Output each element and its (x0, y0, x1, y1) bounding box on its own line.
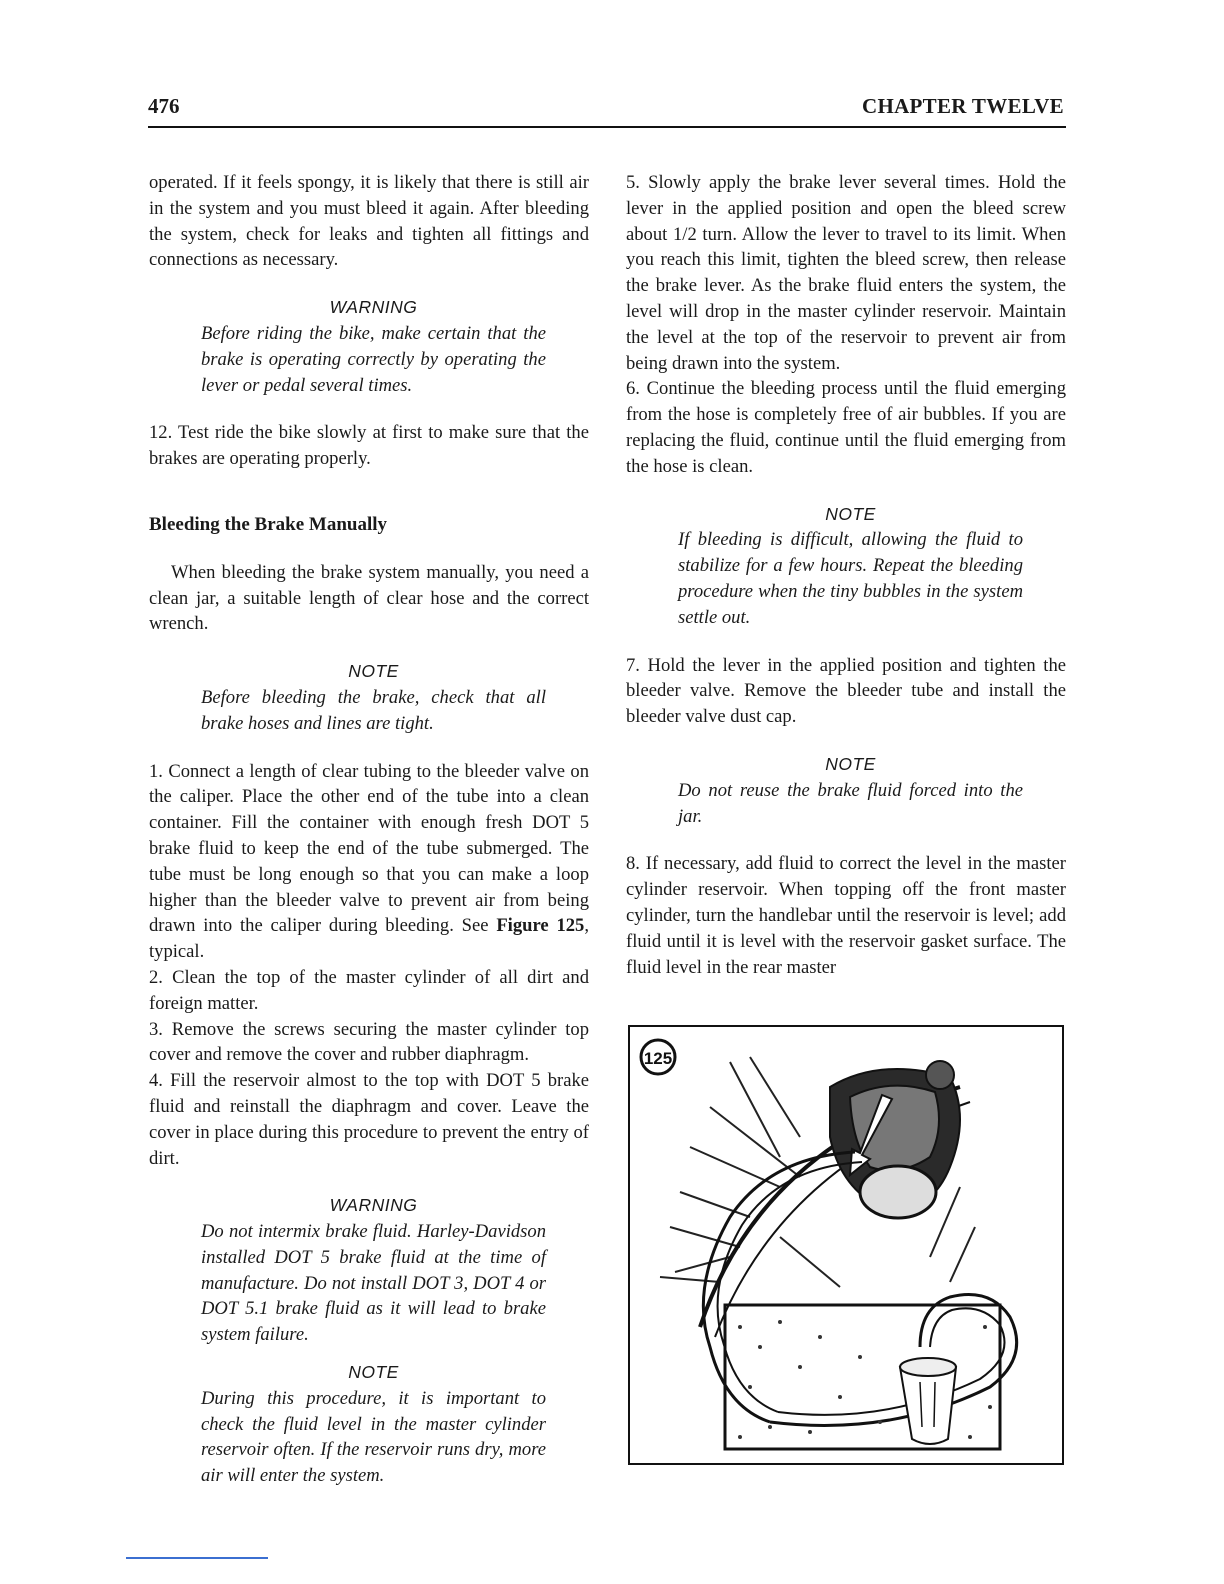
figure-reference: Figure 125 (496, 915, 585, 937)
right-column (626, 170, 1066, 980)
step-4: 4. Fill the reservoir almost to the top with DOT 5 brake fluid and reinstall the diaphragm and cover. Leave the cover in place during this procedure to prevent the entry of dirt. (149, 1070, 589, 1169)
bottom-link-underline (126, 1557, 268, 1559)
note-box (201, 659, 546, 736)
warning-box (201, 295, 546, 398)
step-5: 5. Slowly apply the brake lever several times. Hold the lever in the applied position and open the bleed screw about 1/2 turn. Allow the lever to travel to its limit. When you reach this limit, tighten the bleed screw, then release the brake lever. As the brake fluid enters the system, the level will drop in the master cylinder reservoir. Maintain the level at the top of the reservoir to prevent air from being drawn into the system. (626, 172, 1066, 374)
step-8: 8. If necessary, add fluid to correct the level in the master cylinder reservoir. When topping off the front master cylinder, turn the handlebar until the reservoir is level; add fluid until it is level with the reservoir gasket surface. The fluid level in the rear master (626, 853, 1066, 978)
section-heading: Bleeding the Brake Manually (149, 513, 388, 535)
figure-125 (628, 1025, 1064, 1465)
chapter-title: CHAPTER TWELVE (861, 94, 1064, 118)
page-header (148, 92, 1066, 128)
intro-paragraph: When bleeding the brake system manually, you need a clean jar, a suitable length of clear hose and the correct wrench. (149, 561, 589, 635)
warning-text: Before riding the bike, make certain that the brake is operating correctly by operating the lever or pedal several times. (201, 322, 546, 396)
step-3: 3. Remove the screws securing the master cylinder top cover and remove the cover and rubber diaphragm. (149, 1018, 589, 1066)
note-title: NOTE (348, 1362, 399, 1383)
step-7: 7. Hold the lever in the applied position and tighten the bleeder valve. Remove the bleeder tube and install the bleeder valve dust cap. (626, 654, 1066, 728)
note-text: During this procedure, it is important to check the fluid level in the master cylinder reservoir often. If the reservoir runs dry, more air will enter the system. (201, 1387, 546, 1487)
step-12: 12. Test ride the bike slowly at first to make sure that the brakes are operating properly. (149, 422, 589, 470)
figure-number: 125 (643, 1049, 673, 1068)
paragraph-continued: operated. If it feels spongy, it is likely that there is still air in the system and you must bleed it again. After bleeding the system, check for leaks and tighten all fittings and connections as necessary. (149, 172, 589, 271)
step-6: 6. Continue the bleeding process until the fluid emerging from the hose is completely free of air bubbles. If you are replacing the fluid, continue until the fluid emerging from the hose is clean. (626, 378, 1066, 477)
note-text: Before bleeding the brake, check that all brake hoses and lines are tight. (201, 686, 546, 734)
note-title: NOTE (348, 661, 399, 682)
note-box (678, 752, 1023, 829)
note-text: Do not reuse the brake fluid forced into the jar. (678, 779, 1023, 827)
page-number: 476 (148, 94, 180, 118)
warning-title: WARNING (329, 1195, 418, 1216)
note-title: NOTE (825, 753, 876, 774)
note-box (201, 1360, 546, 1489)
note-text: If bleeding is difficult, allowing the fluid to stabilize for a few hours. Repeat the bleeding procedure when the tiny bubbles in the system settle out. (678, 529, 1023, 628)
step-1: 1. Connect a length of clear tubing to the bleeder valve on the caliper. Place the other end of the tube into a clean container. Fill the container with enough fresh DOT 5 brake fluid to keep the end of the tube submerged. The tube must be long enough so that you can make a loop higher than the bleeder valve to prevent air from being drawn into the caliper during bleeding. See Figure 125, typical. (149, 760, 590, 963)
step-2: 2. Clean the top of the master cylinder of all dirt and foreign matter. (149, 966, 589, 1014)
left-column (149, 170, 589, 1489)
warning-title: WARNING (329, 297, 418, 318)
note-box (678, 502, 1023, 631)
warning-text: Do not intermix brake fluid. Harley-Davidson installed DOT 5 brake fluid at the time of manufacture. Do not install DOT 3, DOT 4 or DOT 5.1 brake fluid as it will lead to brake system failure. (201, 1221, 546, 1346)
warning-box (201, 1193, 546, 1348)
brake-bleeding-illustration (630, 1027, 1062, 1463)
note-title: NOTE (825, 503, 876, 524)
